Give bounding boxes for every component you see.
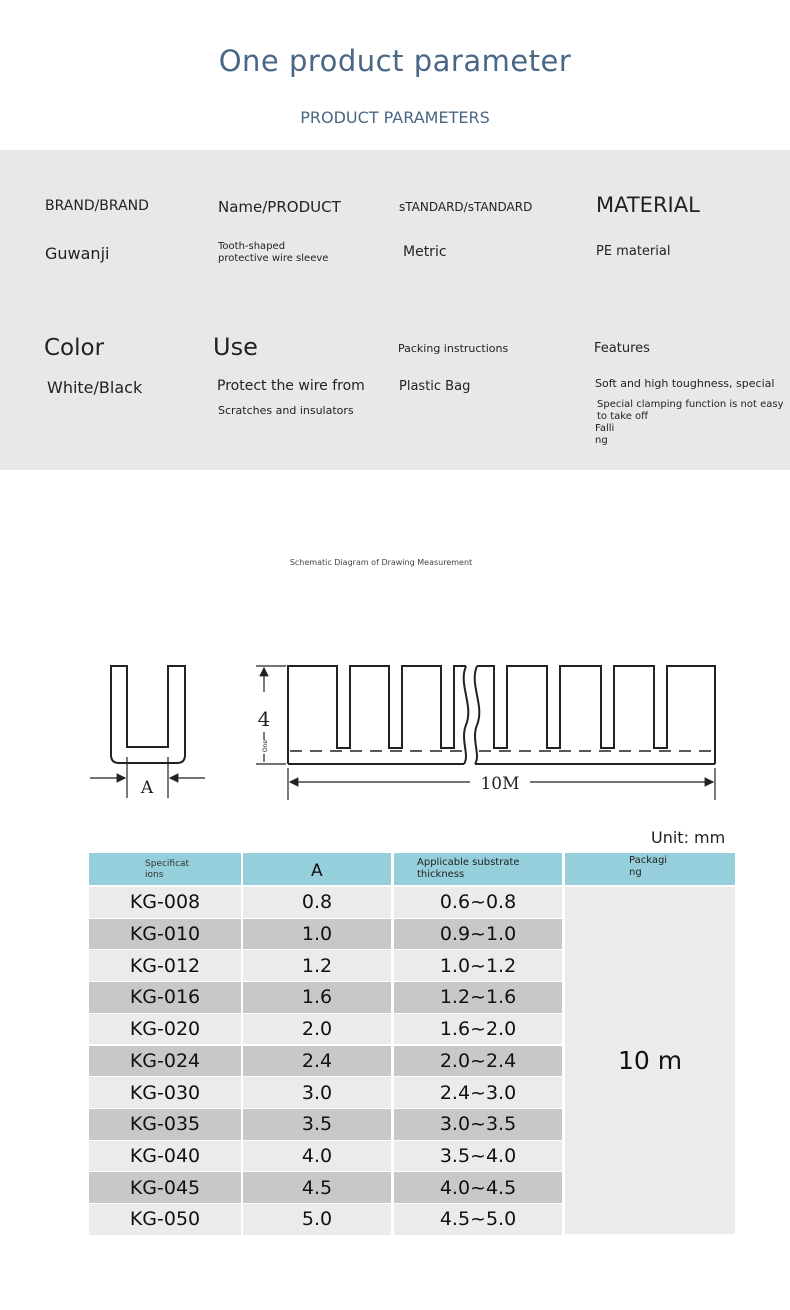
parameter-panel <box>0 150 790 470</box>
name-label: Name/PRODUCT <box>218 198 341 216</box>
standard-value: Metric <box>403 244 447 260</box>
header-spec-line1: Specificat <box>145 859 190 869</box>
table-cell-spec: KG-040 <box>89 1141 241 1172</box>
table-cell-a: 1.6 <box>243 982 391 1013</box>
table-cell-thickness: 4.5~5.0 <box>394 1204 562 1235</box>
features-line4: Falli <box>595 423 615 434</box>
table-cell-a: 3.5 <box>243 1109 391 1140</box>
dim-a-label: A <box>140 778 154 798</box>
header-a-label: A <box>311 861 323 881</box>
header-packaging-line1: Packagi <box>629 855 668 866</box>
standard-label: sTANDARD/sTANDARD <box>399 200 533 214</box>
header-spec <box>89 853 241 885</box>
table-cell-spec: KG-024 <box>89 1046 241 1077</box>
table-cell-a: 1.0 <box>243 919 391 950</box>
page-title: One product parameter <box>218 44 572 78</box>
material-label: MATERIAL <box>596 193 700 217</box>
table-cell-spec: KG-020 <box>89 1014 241 1045</box>
table-cell-thickness: 0.9~1.0 <box>394 919 562 950</box>
header-substrate-line1: Applicable substrate <box>417 857 520 868</box>
table-cell-a: 0.8 <box>243 887 391 918</box>
packaging-cell: 10 m <box>565 887 735 1234</box>
material-value: PE material <box>596 244 671 259</box>
brand-value: Guwanji <box>45 244 110 263</box>
spec-table <box>89 853 735 1234</box>
packing-value: Plastic Bag <box>399 379 471 394</box>
header-spec-line2: ions <box>145 870 164 880</box>
header-substrate <box>394 853 562 885</box>
table-cell-spec: KG-010 <box>89 919 241 950</box>
table-cell-thickness: 2.4~3.0 <box>394 1077 562 1108</box>
table-cell-thickness: 2.0~2.4 <box>394 1046 562 1077</box>
toothed-strip-drawing <box>288 666 715 764</box>
dim-height-label: 4 <box>257 707 271 731</box>
features-line3: to take off <box>597 411 649 422</box>
table-cell-a: 5.0 <box>243 1204 391 1235</box>
table-cell-thickness: 4.0~4.5 <box>394 1172 562 1203</box>
use-label: Use <box>213 333 258 361</box>
table-cell-thickness: 1.6~2.0 <box>394 1014 562 1045</box>
table-cell-spec: KG-045 <box>89 1172 241 1203</box>
features-line2: Special clamping function is not easy <box>597 399 784 410</box>
dim-small-label: One <box>262 739 269 753</box>
table-cell-a: 4.5 <box>243 1172 391 1203</box>
table-cell-a: 2.4 <box>243 1046 391 1077</box>
color-value: White/Black <box>47 378 143 397</box>
use-value-line1: Protect the wire from <box>217 378 365 394</box>
table-cell-spec: KG-016 <box>89 982 241 1013</box>
table-cell-thickness: 3.0~3.5 <box>394 1109 562 1140</box>
name-value-line2: protective wire sleeve <box>218 253 329 264</box>
header-packaging-line2: ng <box>629 867 642 878</box>
table-cell-spec: KG-008 <box>89 887 241 918</box>
table-cell-a: 2.0 <box>243 1014 391 1045</box>
table-cell-thickness: 1.2~1.6 <box>394 982 562 1013</box>
table-cell-thickness: 3.5~4.0 <box>394 1141 562 1172</box>
table-cell-spec: KG-050 <box>89 1204 241 1235</box>
table-cell-thickness: 1.0~1.2 <box>394 950 562 981</box>
table-cell-a: 3.0 <box>243 1077 391 1108</box>
dim-length-label: 10M <box>480 774 520 794</box>
name-value-line1: Tooth-shaped <box>218 241 286 252</box>
color-label: Color <box>44 335 105 361</box>
table-cell-a: 1.2 <box>243 950 391 981</box>
unit-label: Unit: mm <box>651 828 726 847</box>
packing-label: Packing instructions <box>398 342 509 355</box>
features-line5: ng <box>595 435 608 446</box>
table-cell-spec: KG-030 <box>89 1077 241 1108</box>
brand-label: BRAND/BRAND <box>45 198 149 214</box>
features-line1: Soft and high toughness, special <box>595 377 775 390</box>
page-subtitle: PRODUCT PARAMETERS <box>300 108 490 127</box>
table-cell-thickness: 0.6~0.8 <box>394 887 562 918</box>
features-label: Features <box>594 341 650 356</box>
schematic-diagram <box>0 640 790 815</box>
header-packaging <box>565 853 735 885</box>
header-substrate-line2: thickness <box>417 869 465 880</box>
table-cell-spec: KG-035 <box>89 1109 241 1140</box>
table-cell-spec: KG-012 <box>89 950 241 981</box>
use-value-line2: Scratches and insulators <box>218 404 354 417</box>
schematic-caption: Schematic Diagram of Drawing Measurement <box>289 558 473 567</box>
u-profile-drawing <box>111 666 185 763</box>
header-a <box>243 853 391 885</box>
table-cell-a: 4.0 <box>243 1141 391 1172</box>
